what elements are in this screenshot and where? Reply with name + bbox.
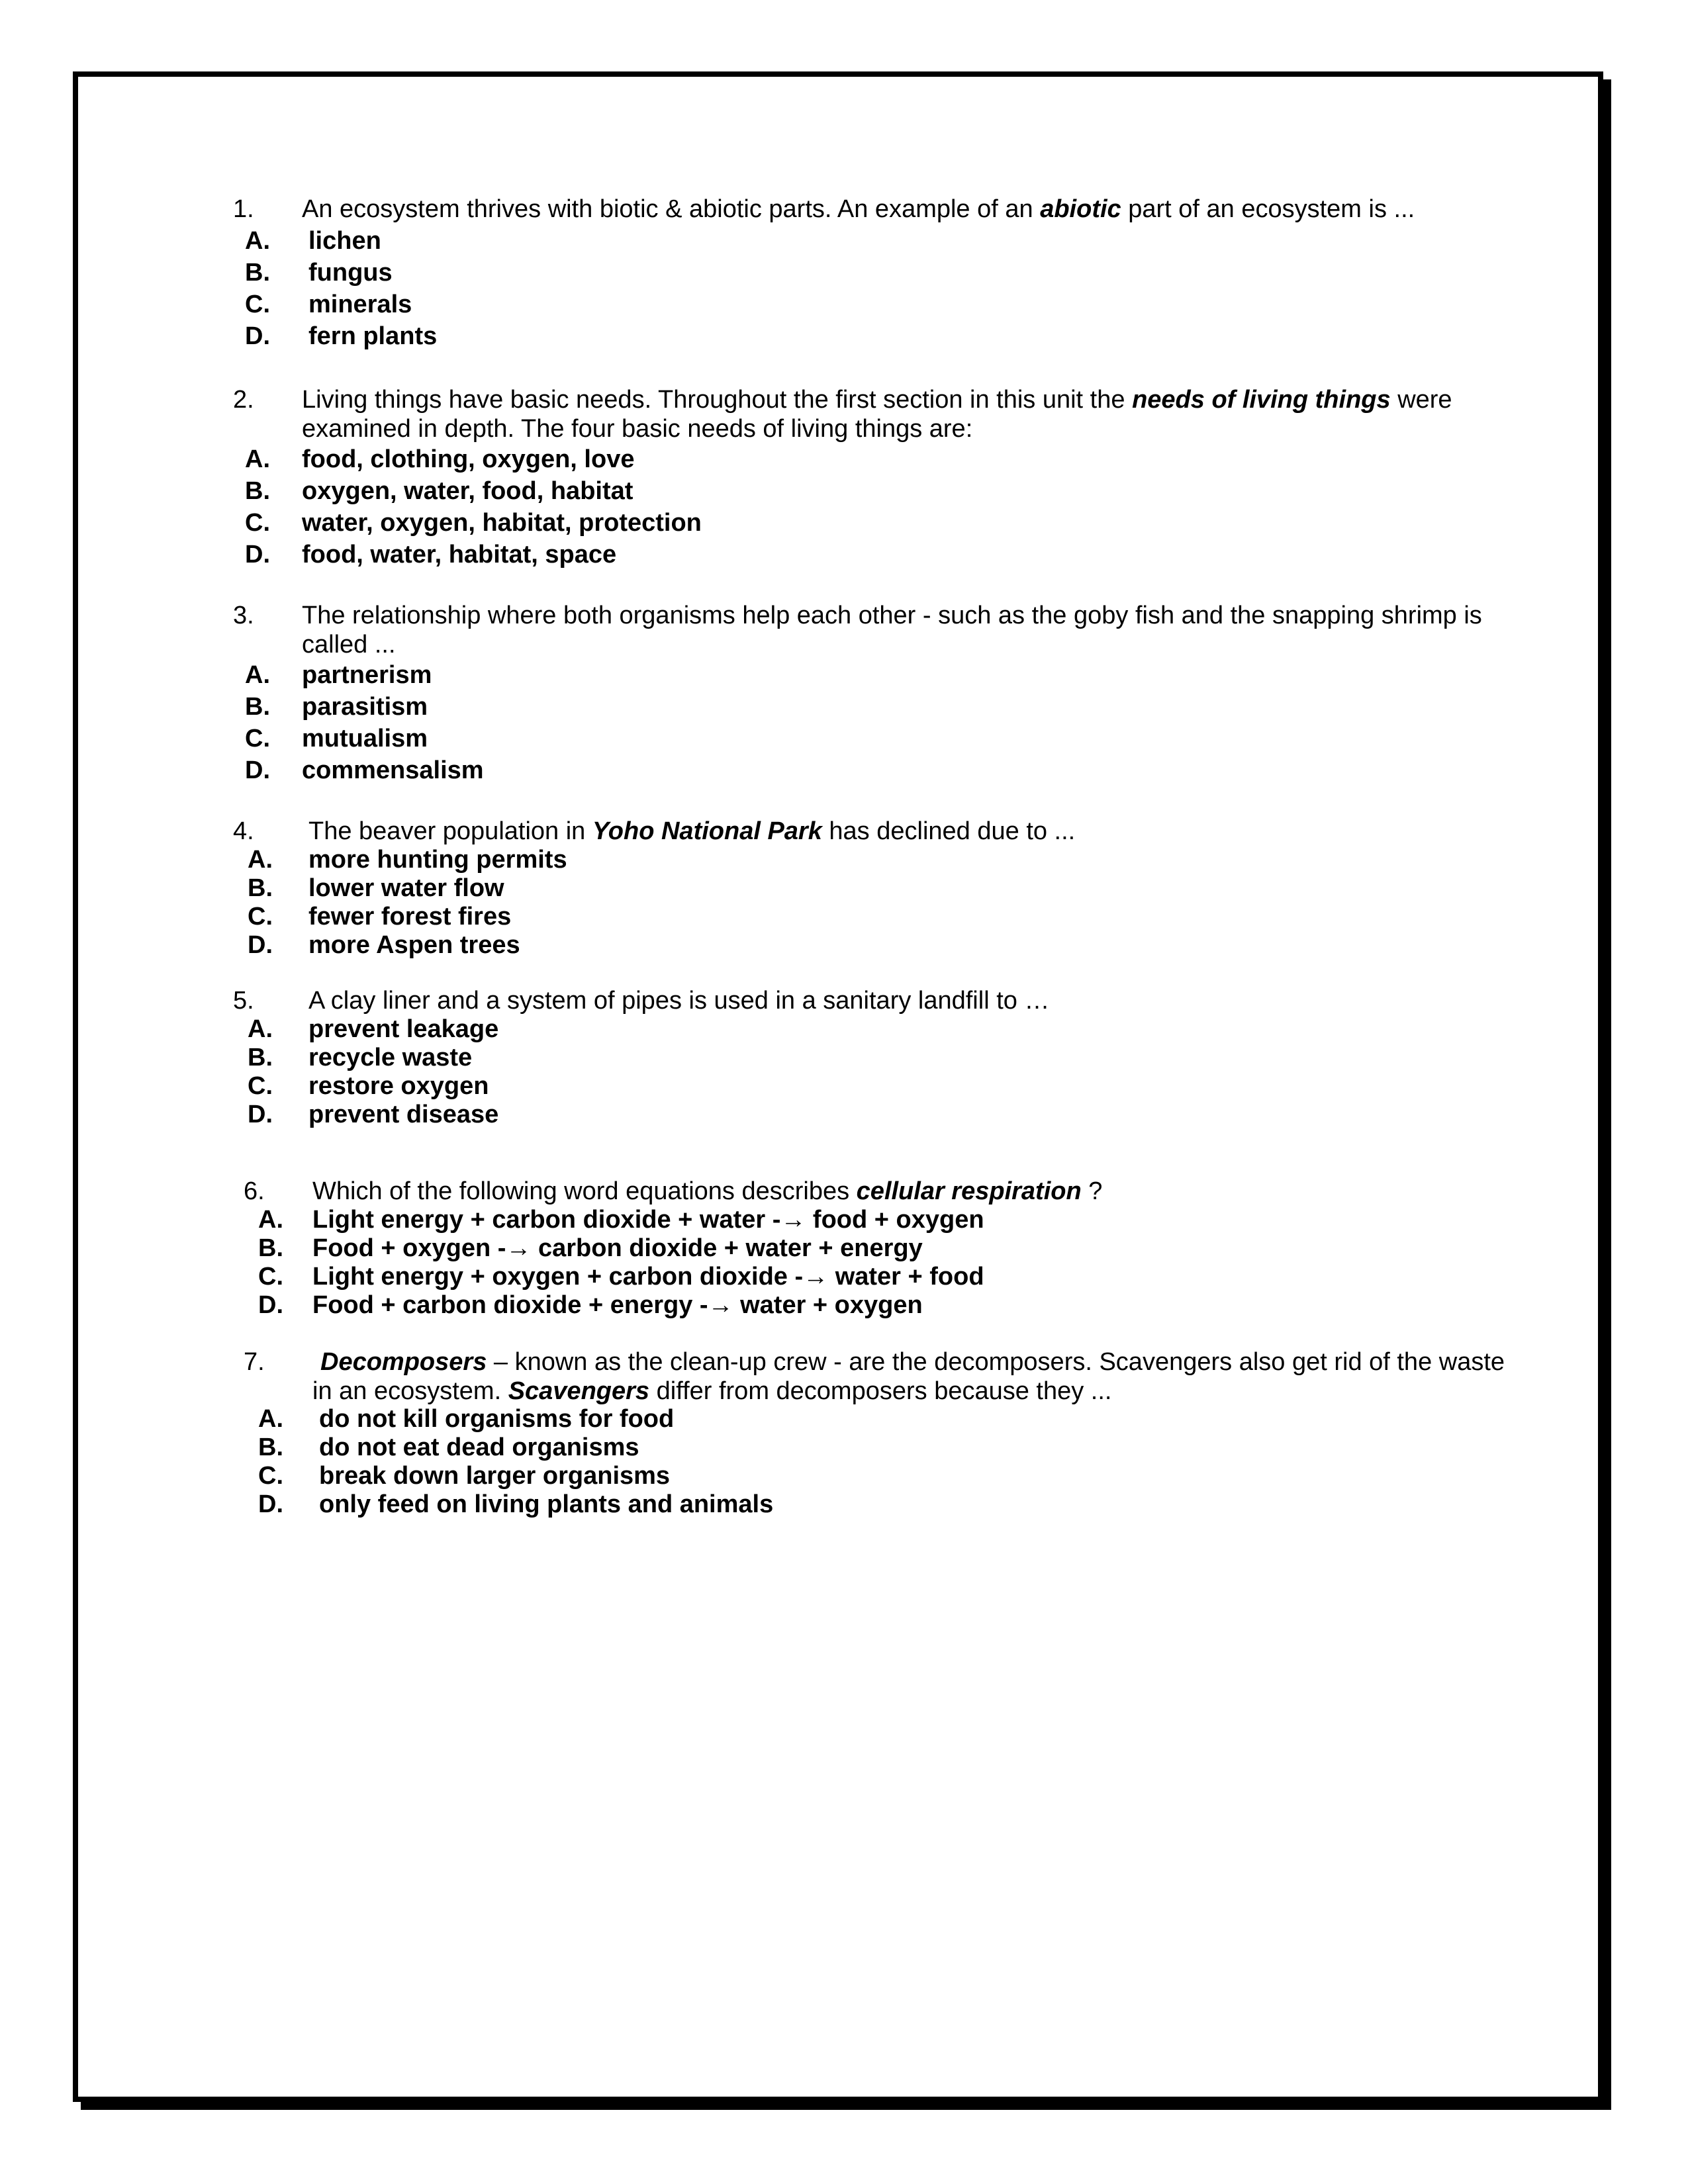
question-number: 1. — [233, 195, 254, 223]
question-stem: The beaver population in Yoho National Park has declined due to ... — [308, 817, 1076, 845]
question-number: 3. — [233, 602, 254, 629]
question-stem: The relationship where both organisms help each other - such as the goby fish and the snapping shrimp is called ... — [302, 602, 1482, 659]
question-stem: An ecosystem thrives with biotic & abiotic parts. An example of an abiotic part of an ecosystem is ... — [302, 195, 1415, 223]
question-number: 5. — [233, 987, 254, 1015]
page-border — [73, 71, 1603, 2102]
question-number: 4. — [233, 817, 254, 845]
question-stem: Decomposers – known as the clean-up crew - are the decomposers. Scavengers also get rid of the waste in an ecosystem. Scavengers differ from decomposers because they ... — [312, 1348, 1505, 1405]
question-number: 7. — [244, 1348, 265, 1376]
question-stem: A clay liner and a system of pipes is used in a sanitary landfill to … — [308, 987, 1050, 1015]
question-number: 2. — [233, 386, 254, 414]
question-number: 6. — [244, 1177, 265, 1205]
question-stem: Living things have basic needs. Throughout the first section in this unit the needs of living things were examined in depth. The four basic needs of living things are: — [302, 386, 1452, 443]
question-stem: Which of the following word equations describes cellular respiration ? — [312, 1177, 1103, 1205]
